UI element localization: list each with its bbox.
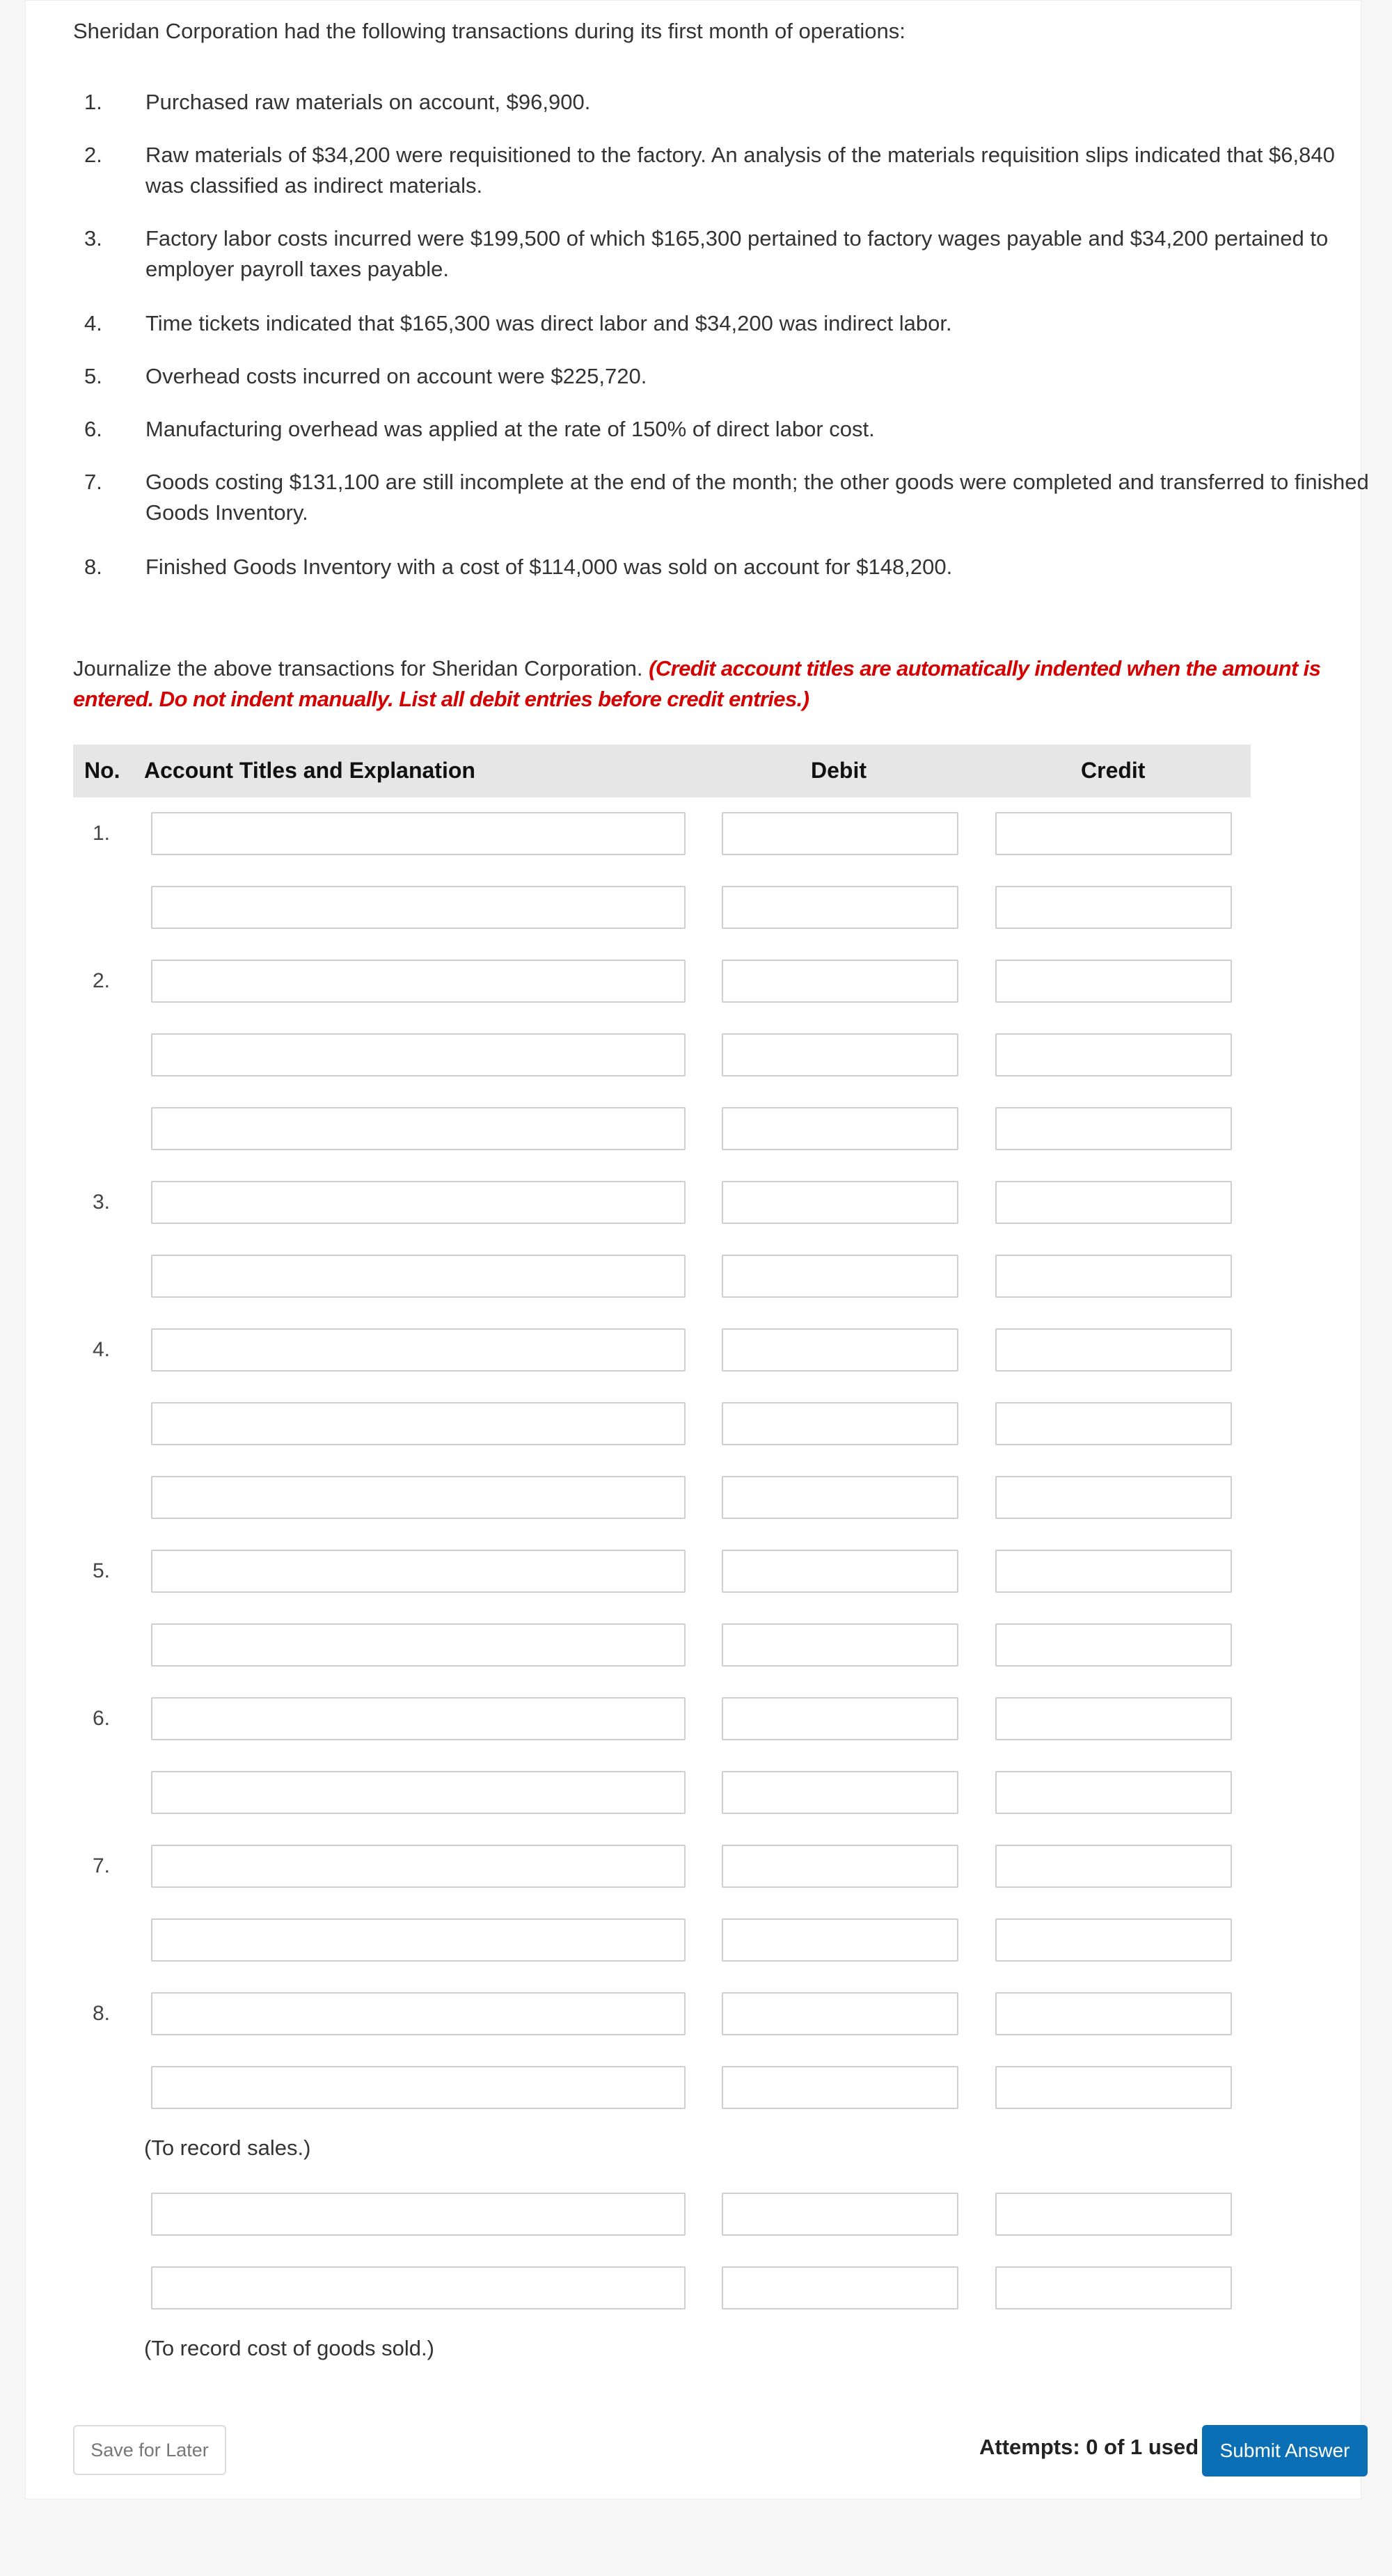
save-for-later-button[interactable]: Save for Later bbox=[73, 2425, 226, 2475]
credit-input[interactable] bbox=[995, 1328, 1232, 1372]
credit-input[interactable] bbox=[995, 1033, 1232, 1076]
credit-input[interactable] bbox=[995, 1845, 1232, 1888]
intro-text: Sheridan Corporation had the following transactions during its first month of operations: bbox=[73, 19, 905, 43]
credit-input[interactable] bbox=[995, 2193, 1232, 2236]
credit-input[interactable] bbox=[995, 1402, 1232, 1445]
entry-number: 2. bbox=[93, 969, 111, 992]
credit-input[interactable] bbox=[995, 960, 1232, 1003]
credit-input[interactable] bbox=[995, 812, 1232, 855]
account-title-input[interactable] bbox=[151, 1033, 686, 1076]
credit-input[interactable] bbox=[995, 886, 1232, 929]
account-title-input[interactable] bbox=[151, 812, 686, 855]
transaction-number: 8. bbox=[84, 555, 102, 579]
debit-input[interactable] bbox=[722, 2066, 958, 2109]
debit-input[interactable] bbox=[722, 1107, 958, 1150]
instruction bbox=[73, 653, 1382, 715]
account-title-input[interactable] bbox=[151, 1550, 686, 1593]
transaction-text: Finished Goods Inventory with a cost of $114,000 was sold on account for $148,200. bbox=[145, 555, 953, 579]
account-title-input[interactable] bbox=[151, 2193, 686, 2236]
account-title-input[interactable] bbox=[151, 960, 686, 1003]
journal-table-header bbox=[73, 745, 1251, 797]
instruction-note: (Credit account titles are automatically indented when the amount is entered. Do not indent manually. List all debit entries before credit entries.) bbox=[73, 656, 1321, 711]
transaction-text: Raw materials of $34,200 were requisitioned to the factory. An analysis of the materials requisition slips indicated that $6,840 was classified as indirect materials. bbox=[145, 143, 1335, 198]
debit-input[interactable] bbox=[722, 812, 958, 855]
debit-input[interactable] bbox=[722, 1255, 958, 1298]
debit-input[interactable] bbox=[722, 1476, 958, 1519]
transaction-number: 1. bbox=[84, 90, 102, 114]
debit-input[interactable] bbox=[722, 1771, 958, 1814]
credit-input[interactable] bbox=[995, 1181, 1232, 1224]
debit-input[interactable] bbox=[722, 1181, 958, 1224]
debit-input[interactable] bbox=[722, 1033, 958, 1076]
credit-input[interactable] bbox=[995, 1107, 1232, 1150]
credit-input[interactable] bbox=[995, 1623, 1232, 1667]
entry-number: 1. bbox=[93, 822, 111, 845]
debit-input[interactable] bbox=[722, 1992, 958, 2035]
transaction-text: Factory labor costs incurred were $199,500 of which $165,300 pertained to factory wages payable and $34,200 pertained to employer payroll taxes payable. bbox=[145, 226, 1329, 281]
transaction-number: 3. bbox=[84, 226, 102, 251]
account-title-input[interactable] bbox=[151, 1697, 686, 1740]
note-record-cogs: (To record cost of goods sold.) bbox=[144, 2336, 434, 2360]
header-credit: Credit bbox=[1081, 758, 1146, 783]
credit-input[interactable] bbox=[995, 2066, 1232, 2109]
note-record-sales: (To record sales.) bbox=[144, 2136, 311, 2160]
instruction-text: Journalize the above transactions for Sheridan Corporation. bbox=[73, 656, 643, 681]
debit-input[interactable] bbox=[722, 1328, 958, 1372]
header-account: Account Titles and Explanation bbox=[144, 758, 475, 783]
account-title-input[interactable] bbox=[151, 1623, 686, 1667]
entry-number: 5. bbox=[93, 1559, 111, 1582]
debit-input[interactable] bbox=[722, 2266, 958, 2309]
transaction-number: 6. bbox=[84, 417, 102, 441]
account-title-input[interactable] bbox=[151, 1771, 686, 1814]
account-title-input[interactable] bbox=[151, 1402, 686, 1445]
account-title-input[interactable] bbox=[151, 2066, 686, 2109]
transaction-number: 5. bbox=[84, 364, 102, 388]
account-title-input[interactable] bbox=[151, 1181, 686, 1224]
debit-input[interactable] bbox=[722, 1623, 958, 1667]
debit-input[interactable] bbox=[722, 1845, 958, 1888]
account-title-input[interactable] bbox=[151, 1328, 686, 1372]
header-debit: Debit bbox=[811, 758, 867, 783]
transaction-number: 7. bbox=[84, 470, 102, 494]
transaction-text: Overhead costs incurred on account were $225,720. bbox=[145, 364, 647, 388]
transaction-text: Time tickets indicated that $165,300 was direct labor and $34,200 was indirect labor. bbox=[145, 311, 952, 335]
entry-number: 7. bbox=[93, 1854, 111, 1877]
question-card bbox=[25, 0, 1369, 2499]
account-title-input[interactable] bbox=[151, 2266, 686, 2309]
transaction-text: Goods costing $131,100 are still incomplete at the end of the month; the other goods were completed and transferred to finished Goods Inventory. bbox=[145, 470, 1369, 525]
debit-input[interactable] bbox=[722, 886, 958, 929]
debit-input[interactable] bbox=[722, 960, 958, 1003]
credit-input[interactable] bbox=[995, 1476, 1232, 1519]
account-title-input[interactable] bbox=[151, 1255, 686, 1298]
transaction-text: Purchased raw materials on account, $96,900. bbox=[145, 90, 591, 114]
submit-answer-button[interactable]: Submit Answer bbox=[1202, 2425, 1368, 2476]
account-title-input[interactable] bbox=[151, 1992, 686, 2035]
entry-number: 6. bbox=[93, 1707, 111, 1730]
attempts-counter: Attempts: 0 of 1 used bbox=[979, 2435, 1199, 2459]
transaction-text: Manufacturing overhead was applied at the rate of 150% of direct labor cost. bbox=[145, 417, 875, 441]
debit-input[interactable] bbox=[722, 2193, 958, 2236]
transaction-number: 2. bbox=[84, 143, 102, 167]
account-title-input[interactable] bbox=[151, 1476, 686, 1519]
entry-number: 4. bbox=[93, 1338, 111, 1361]
entry-number: 3. bbox=[93, 1191, 111, 1214]
credit-input[interactable] bbox=[995, 1771, 1232, 1814]
account-title-input[interactable] bbox=[151, 1918, 686, 1962]
account-title-input[interactable] bbox=[151, 886, 686, 929]
credit-input[interactable] bbox=[995, 1255, 1232, 1298]
entry-number: 8. bbox=[93, 2002, 111, 2025]
debit-input[interactable] bbox=[722, 1918, 958, 1962]
header-no: No. bbox=[84, 758, 120, 783]
credit-input[interactable] bbox=[995, 1550, 1232, 1593]
debit-input[interactable] bbox=[722, 1697, 958, 1740]
credit-input[interactable] bbox=[995, 2266, 1232, 2309]
credit-input[interactable] bbox=[995, 1697, 1232, 1740]
account-title-input[interactable] bbox=[151, 1845, 686, 1888]
debit-input[interactable] bbox=[722, 1550, 958, 1593]
account-title-input[interactable] bbox=[151, 1107, 686, 1150]
credit-input[interactable] bbox=[995, 1992, 1232, 2035]
transaction-number: 4. bbox=[84, 311, 102, 335]
debit-input[interactable] bbox=[722, 1402, 958, 1445]
credit-input[interactable] bbox=[995, 1918, 1232, 1962]
